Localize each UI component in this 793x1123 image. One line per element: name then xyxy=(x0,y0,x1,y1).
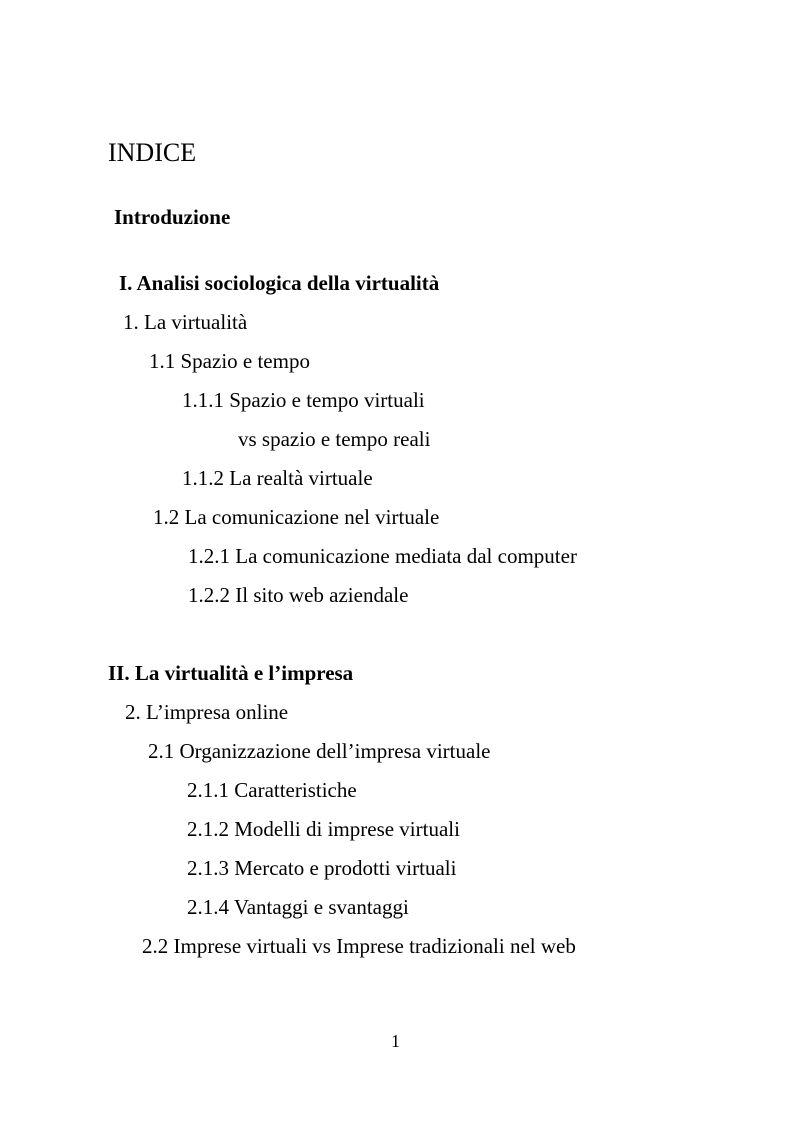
toc-entry-1-2: 1.2 La comunicazione nel virtuale xyxy=(153,505,440,529)
toc-entry-1-1-2: 1.1.2 La realtà virtuale xyxy=(182,466,373,490)
page-title: INDICE xyxy=(108,138,197,167)
toc-entry-2-1-1: 2.1.1 Caratteristiche xyxy=(187,778,357,802)
toc-entry-introduzione: Introduzione xyxy=(114,205,231,229)
toc-entry-2-1: 2.1 Organizzazione dell’impresa virtuale xyxy=(148,739,491,763)
toc-entry-1-1-1: 1.1.1 Spazio e tempo virtuali xyxy=(182,388,425,412)
toc-entry-2-1-3: 2.1.3 Mercato e prodotti virtuali xyxy=(187,856,457,880)
toc-entry-2-1-4: 2.1.4 Vantaggi e svantaggi xyxy=(187,895,409,919)
toc-entry-section-i: I. Analisi sociologica della virtualità xyxy=(119,271,440,295)
toc-entry-1-2-1: 1.2.1 La comunicazione mediata dal computer xyxy=(188,544,577,568)
toc-entry-1: 1. La virtualità xyxy=(123,310,248,334)
toc-entry-2-2: 2.2 Imprese virtuali vs Imprese tradizionali nel web xyxy=(142,934,576,958)
toc-entry-2-1-2: 2.1.2 Modelli di imprese virtuali xyxy=(187,817,460,841)
toc-entry-2: 2. L’impresa online xyxy=(125,700,289,724)
toc-entry-section-ii: II. La virtualità e l’impresa xyxy=(108,661,354,685)
page-number: 1 xyxy=(391,1031,400,1051)
toc-entry-1-2-2: 1.2.2 Il sito web aziendale xyxy=(188,583,409,607)
toc-entry-1-1: 1.1 Spazio e tempo xyxy=(149,349,310,373)
toc-entry-1-1-1-continuation: vs spazio e tempo reali xyxy=(238,427,431,451)
